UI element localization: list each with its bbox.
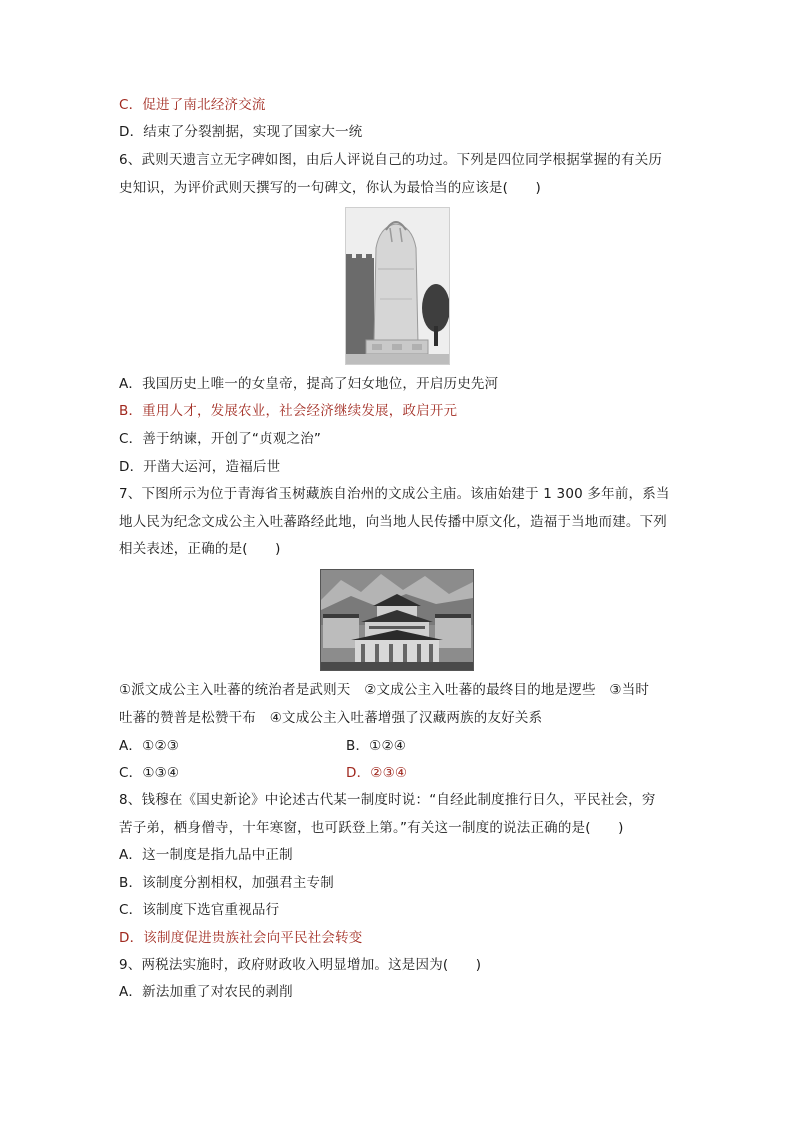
question-8-option-c: C．该制度下选官重视品行 (119, 902, 280, 918)
question-9-text: 9、两税法实施时，政府财政收入明显增加。这是因为( ) (119, 957, 482, 973)
question-7-text-2: 地人民为纪念文成公主入吐蕃路经此地，向当地人民传播中原文化，造福于当地而建。下列 (119, 514, 667, 530)
question-6-option-b: B．重用人才，发展农业，社会经济继续发展，政启开元 (119, 403, 458, 419)
question-9-option-a: A．新法加重了对农民的剥削 (119, 984, 293, 1000)
question-6-text-1: 6、武则天遗言立无字碑如图，由后人评说自己的功过。下列是四位同学根据掌握的有关历 (119, 152, 663, 168)
wordless-stele-photo (345, 207, 450, 365)
option-c-q5: C．促进了南北经济交流 (119, 97, 266, 113)
princess-wencheng-temple-photo (320, 569, 474, 671)
question-6-option-c: C．善于纳谏，开创了“贞观之治” (119, 431, 322, 447)
question-6-option-a: A．我国历史上唯一的女皇帝，提高了妇女地位，开启历史先河 (119, 376, 499, 392)
question-8-text-2: 苦子弟，栖身僧寺，十年寒窗，也可跃登上第。”有关这一制度的说法正确的是( ) (119, 820, 624, 836)
question-7-option-a: A．①②③ (119, 738, 180, 754)
question-7-text-3: 相关表述，正确的是( ) (119, 541, 281, 557)
question-7-text-1: 7、下图所示为位于青海省玉树藏族自治州的文成公主庙。该庙始建于 1 300 多年前，系当 (119, 486, 670, 502)
question-6-text-2: 史知识，为评价武则天撰写的一句碑文，你认为最恰当的应该是( ) (119, 180, 541, 196)
question-8-option-d: D．该制度促进贵族社会向平民社会转变 (119, 930, 363, 946)
question-7-option-b: B．①②④ (346, 738, 407, 754)
question-7-statements-2: 吐蕃的赞普是松赞干布 ④文成公主入吐蕃增强了汉藏两族的友好关系 (119, 710, 543, 726)
question-7-option-d: D．②③④ (346, 765, 408, 781)
question-8-option-a: A．这一制度是指九品中正制 (119, 847, 293, 863)
question-8-text-1: 8、钱穆在《国史新论》中论述古代某一制度时说：“自经此制度推行日久，平民社会，穷 (119, 792, 656, 808)
stele-illustration (346, 208, 449, 364)
option-d-q5: D．结束了分裂割据，实现了国家大一统 (119, 124, 363, 140)
question-8-option-b: B．该制度分割相权，加强君主专制 (119, 875, 334, 891)
question-7-option-c: C．①③④ (119, 765, 180, 781)
question-6-option-d: D．开凿大运河，造福后世 (119, 459, 281, 475)
temple-illustration (321, 570, 473, 670)
question-7-statements-1: ①派文成公主入吐蕃的统治者是武则天 ②文成公主入吐蕃的最终目的地是逻些 ③当时 (119, 682, 650, 698)
